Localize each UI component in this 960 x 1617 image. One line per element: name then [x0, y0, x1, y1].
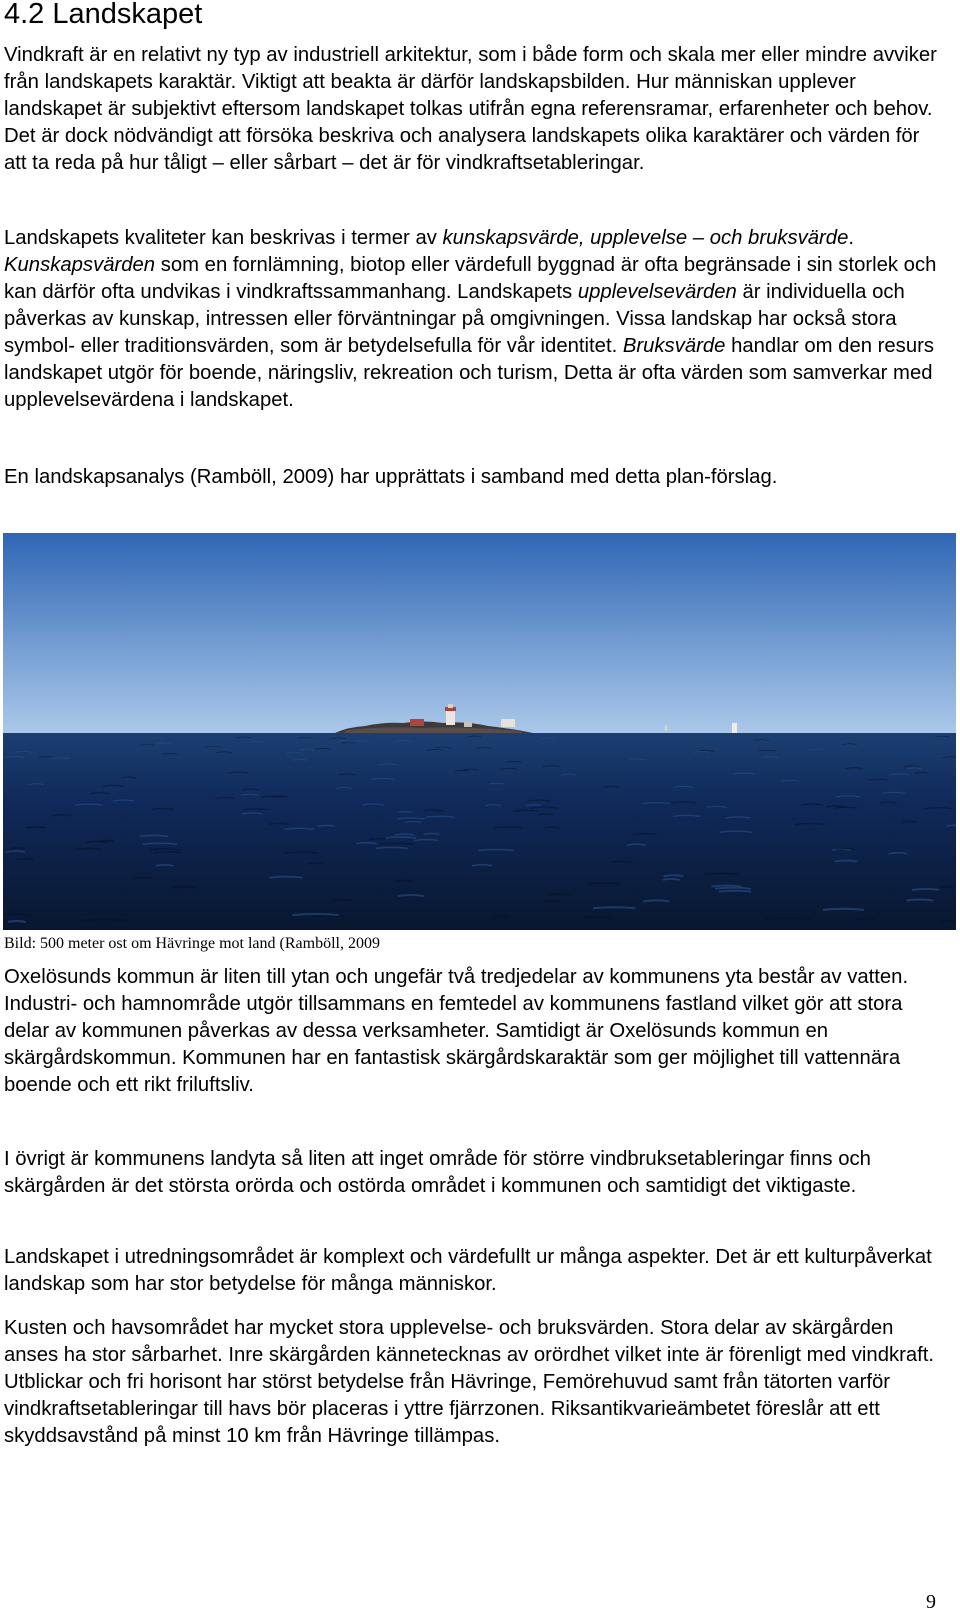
wave-stroke: [5, 914, 31, 915]
wave-stroke: [941, 886, 956, 887]
wave-stroke: [663, 879, 680, 880]
wave-stroke: [584, 917, 611, 918]
wave-stroke: [133, 878, 152, 879]
paragraph-analysis-reference: En landskapsanalys (Ramböll, 2009) har upprättats i samband med detta plan-förslag.: [4, 466, 778, 488]
text-run: är individuella och påverkas av kunskap, intressen eller förväntningar på omgivningen. Vissa landskap har också stora symbol- eller traditionsvärden, som är betydelsefulla för vår identitet.: [4, 281, 905, 357]
wave-stroke: [940, 921, 956, 922]
italic-term-experience-values: upplevelsevärden: [577, 281, 737, 303]
wave-stroke: [545, 901, 562, 902]
page-number: 9: [926, 1591, 936, 1613]
wave-stroke: [82, 920, 127, 921]
wave-stroke: [593, 907, 635, 908]
wave-stroke: [588, 883, 619, 884]
wave-stroke: [493, 916, 508, 917]
paragraph-municipality: Oxelösunds kommun är liten till ytan och ungefär två tredjedelar av kommunens yta består av vatten. Industri- och hamnområde utgör tillsammans en femtedel av kommunens fastland vilket gör att stora delar av kommunen påverkas av dessa verksamheter. Samtidigt är Oxelösunds kommun en skärgårdskommun. Kommunen har en fantastisk skärgårdskaraktär som ger möjlighet till vattennära boende och ett rikt friluftsliv.: [4, 966, 909, 1096]
seascape-illustration: [3, 533, 956, 930]
wave-stroke: [664, 875, 684, 876]
section-heading: 4.2 Landskapet: [4, 0, 203, 30]
paragraph-investigation-area: Landskapet i utredningsområdet är komplext och värdefullt ur många aspekter. Det är ett kulturpåverkat landskap som har stor betydelse för många människor.: [4, 1246, 932, 1295]
text-run: Landskapets kvaliteter kan beskrivas i termer av: [4, 227, 443, 249]
wave-stroke: [398, 895, 425, 896]
italic-term-use-value: Bruksvärde: [622, 335, 726, 357]
wave-stroke: [711, 886, 741, 887]
wave-stroke: [715, 888, 751, 889]
wave-stroke: [823, 909, 864, 910]
paragraph-intro: Vindkraft är en relativt ny typ av industriell arkitektur, som i både form och skala mer eller mindre avviker från landskapets karaktär. Viktigt att beakta är därför landskapsbilden. Hur människan upplever landskapet är subjektivt eftersom landskapet tolkas utifrån egna referensramar, erfarenheter och behov. Det är dock nödvändigt att försöka beskriva och analysera landskapets olika karaktärer och värden för att ta reda på hur tåligt – eller sårbart – det är för vindkraftsetableringar.: [4, 44, 937, 174]
wave-stroke: [292, 914, 339, 915]
wave-stroke: [705, 874, 739, 875]
wave-stroke: [912, 889, 939, 890]
wave-stroke: [764, 918, 813, 919]
wave-stroke: [643, 900, 669, 901]
italic-term-knowledge-values: Kunskapsvärden: [4, 254, 156, 276]
wave-stroke: [719, 891, 751, 892]
wave-stroke: [269, 877, 303, 878]
wave-stroke: [906, 900, 933, 901]
wave-stroke: [173, 887, 198, 888]
sea: [3, 733, 956, 930]
text-run: som en fornlämning, biotop eller värdefull byggnad är ofta begränsade i sin storlek och kan därför ofta undvikas i vindkraftssammanhang. Landskapets: [4, 254, 937, 303]
text-run: handlar om den resurs landskapet utgör för boende, näringsliv, rekreation och turism, Detta är ofta värden som samverkar med upplevelsevärdena i landskapet.: [4, 335, 934, 411]
sky: [3, 533, 956, 733]
wave-stroke: [8, 921, 26, 922]
seascape-photo: [3, 533, 956, 930]
paragraph-land-area: I övrigt är kommunens landyta så liten att inget område för större vindbruksetableringar finns och skärgården är det största orörda och ostörda området i kommunen och samtidigt det viktigaste.: [4, 1148, 871, 1197]
paragraph-coast-sea: Kusten och havsområdet har mycket stora upplevelse- och bruksvärden. Stora delar av skärgården anses ha stor sårbarhet. Inre skärgården kännetecknas av orördhet vilket inte är förenligt med vindkraft. Utblickar och fri horisont har störst betydelse från Hävringe, Femörehuvud samt från tätorten varför vindkraftsetableringar till havs bör placeras i yttre fjärrzonen. Riksantikvarieämbetet föreslår att ett skyddsavstånd på minst 10 km från Hävringe tillämpas.: [4, 1317, 935, 1447]
text-run: .: [848, 227, 855, 249]
lighthouse: [445, 704, 456, 725]
image-caption: Bild: 500 meter ost om Hävringe mot land (Ramböll, 2009: [4, 935, 380, 952]
wave-stroke: [396, 880, 413, 881]
paragraph-landscape-values: [4, 225, 944, 414]
wave-stroke: [331, 900, 354, 901]
wave-stroke: [546, 894, 570, 895]
wave-stroke: [855, 919, 878, 920]
italic-term-value-types: kunskapsvärde, upplevelse – och bruksvärde: [442, 227, 849, 249]
